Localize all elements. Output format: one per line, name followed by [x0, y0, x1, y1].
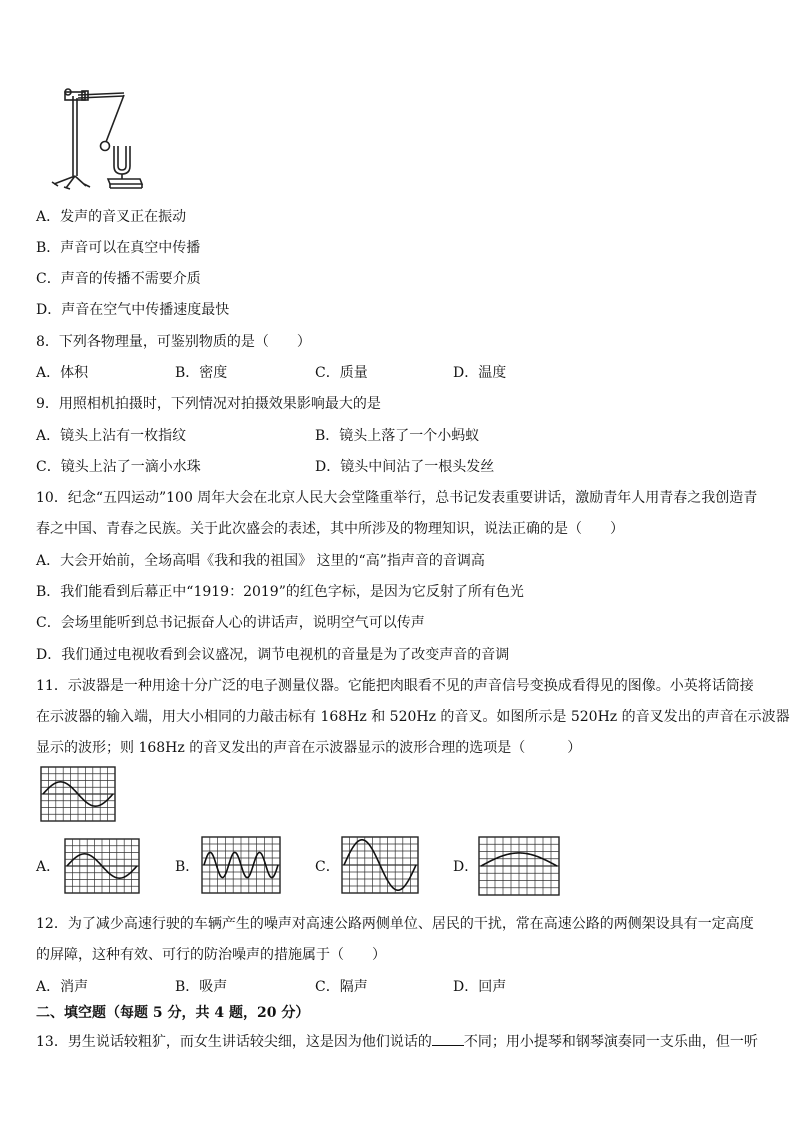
q11-option-d-label: D． [453, 859, 479, 875]
q7-option-b: B．声音可以在真空中传播 [36, 240, 201, 256]
q11-stem-line3: 显示的波形；则 168Hz 的音叉发出的声音在示波器显示的波形合理的选项是（ ） [36, 740, 582, 756]
q11-option-a-label: A． [36, 859, 61, 875]
q8-option-a: A．体积 [36, 365, 89, 381]
q12-option-a: A．消声 [36, 979, 89, 995]
q11-option-c-label: C． [315, 859, 340, 875]
q7-option-a: A．发声的音叉正在振动 [36, 209, 187, 225]
q11-stem-line1: 11．示波器是一种用途十分广泛的电子测量仪器。它能把肉眼看不见的声音信号变换成看得见的图像。小英将话筒接 [36, 678, 754, 694]
q9-option-b: B．镜头上落了一个小蚂蚁 [315, 428, 480, 444]
q9-option-d: D．镜头中间沾了一根头发丝 [315, 459, 495, 475]
q8-option-c: C．质量 [315, 365, 368, 381]
q8-option-d: D．温度 [453, 365, 507, 381]
q13-text-before-blank: 13．男生说话较粗犷，而女生讲话较尖细，这是因为他们说话的 [36, 1034, 432, 1050]
oscilloscope-option-a-waveform [64, 838, 140, 894]
q9-option-a: A．镜头上沾有一枚指纹 [36, 428, 187, 444]
q10-option-c: C．会场里能听到总书记振奋人心的讲话声，说明空气可以传声 [36, 615, 425, 631]
q10-stem-line2: 春之中国、青春之民族。关于此次盛会的表述，其中所涉及的物理知识，说法正确的是（ ） [36, 521, 624, 537]
q12-option-d: D．回声 [453, 979, 507, 995]
q10-option-d: D．我们通过电视收看到会议盛况，调节电视机的音量是为了改变声音的音调 [36, 647, 510, 663]
q12-stem-line1: 12．为了减少高速行驶的车辆产生的噪声对高速公路两侧单位、居民的干扰，常在高速公路的两侧架设具有一定高度 [36, 916, 754, 932]
oscilloscope-option-d-waveform [478, 836, 560, 896]
q8-option-b: B．密度 [175, 365, 228, 381]
q11-stem-line2: 在示波器的输入端，用大小相同的力敲击标有 168Hz 和 520Hz 的音叉。如图所示是 520Hz 的音叉发出的声音在示波器 [36, 709, 790, 725]
oscilloscope-option-c-waveform [341, 836, 419, 894]
oscilloscope-reference-waveform [40, 766, 116, 822]
q12-option-c: C．隔声 [315, 979, 368, 995]
q13-text-after-blank: 不同；用小提琴和钢琴演奏同一支乐曲，但一听 [463, 1034, 758, 1050]
q11-option-b-label: B． [175, 859, 200, 875]
q10-option-b: B．我们能看到后幕正中“1919：2019”的红色字标，是因为它反射了所有色光 [36, 584, 524, 600]
q13-answer-blank [432, 1031, 464, 1046]
q10-option-a: A．大会开始前，全场高唱《我和我的祖国》 这里的“高”指声音的音调高 [36, 553, 485, 569]
q8-stem: 8．下列各物理量，可鉴别物质的是（ ） [36, 334, 311, 350]
oscilloscope-option-b-waveform [201, 836, 281, 894]
q9-option-c: C．镜头上沾了一滴小水珠 [36, 459, 201, 475]
q10-stem-line1: 10．纪念“五四运动”100 周年大会在北京人民大会堂隆重举行，总书记发表重要讲话，激励青年人用青春之我创造青 [36, 490, 758, 506]
q7-option-c: C．声音的传播不需要介质 [36, 271, 201, 287]
q12-stem-line2: 的屏障，这种有效、可行的防治噪声的措施属于（ ） [36, 947, 386, 963]
tuning-fork-pendulum-figure [48, 84, 148, 192]
q9-stem: 9．用照相机拍摄时，下列情况对拍摄效果影响最大的是 [36, 396, 381, 412]
q7-option-d: D．声音在空气中传播速度最快 [36, 302, 230, 318]
q13-stem [36, 1031, 758, 1051]
section-heading-fill-in: 二、填空题（每题 5 分，共 4 题，20 分） [36, 1005, 310, 1021]
q12-option-b: B．吸声 [175, 979, 228, 995]
